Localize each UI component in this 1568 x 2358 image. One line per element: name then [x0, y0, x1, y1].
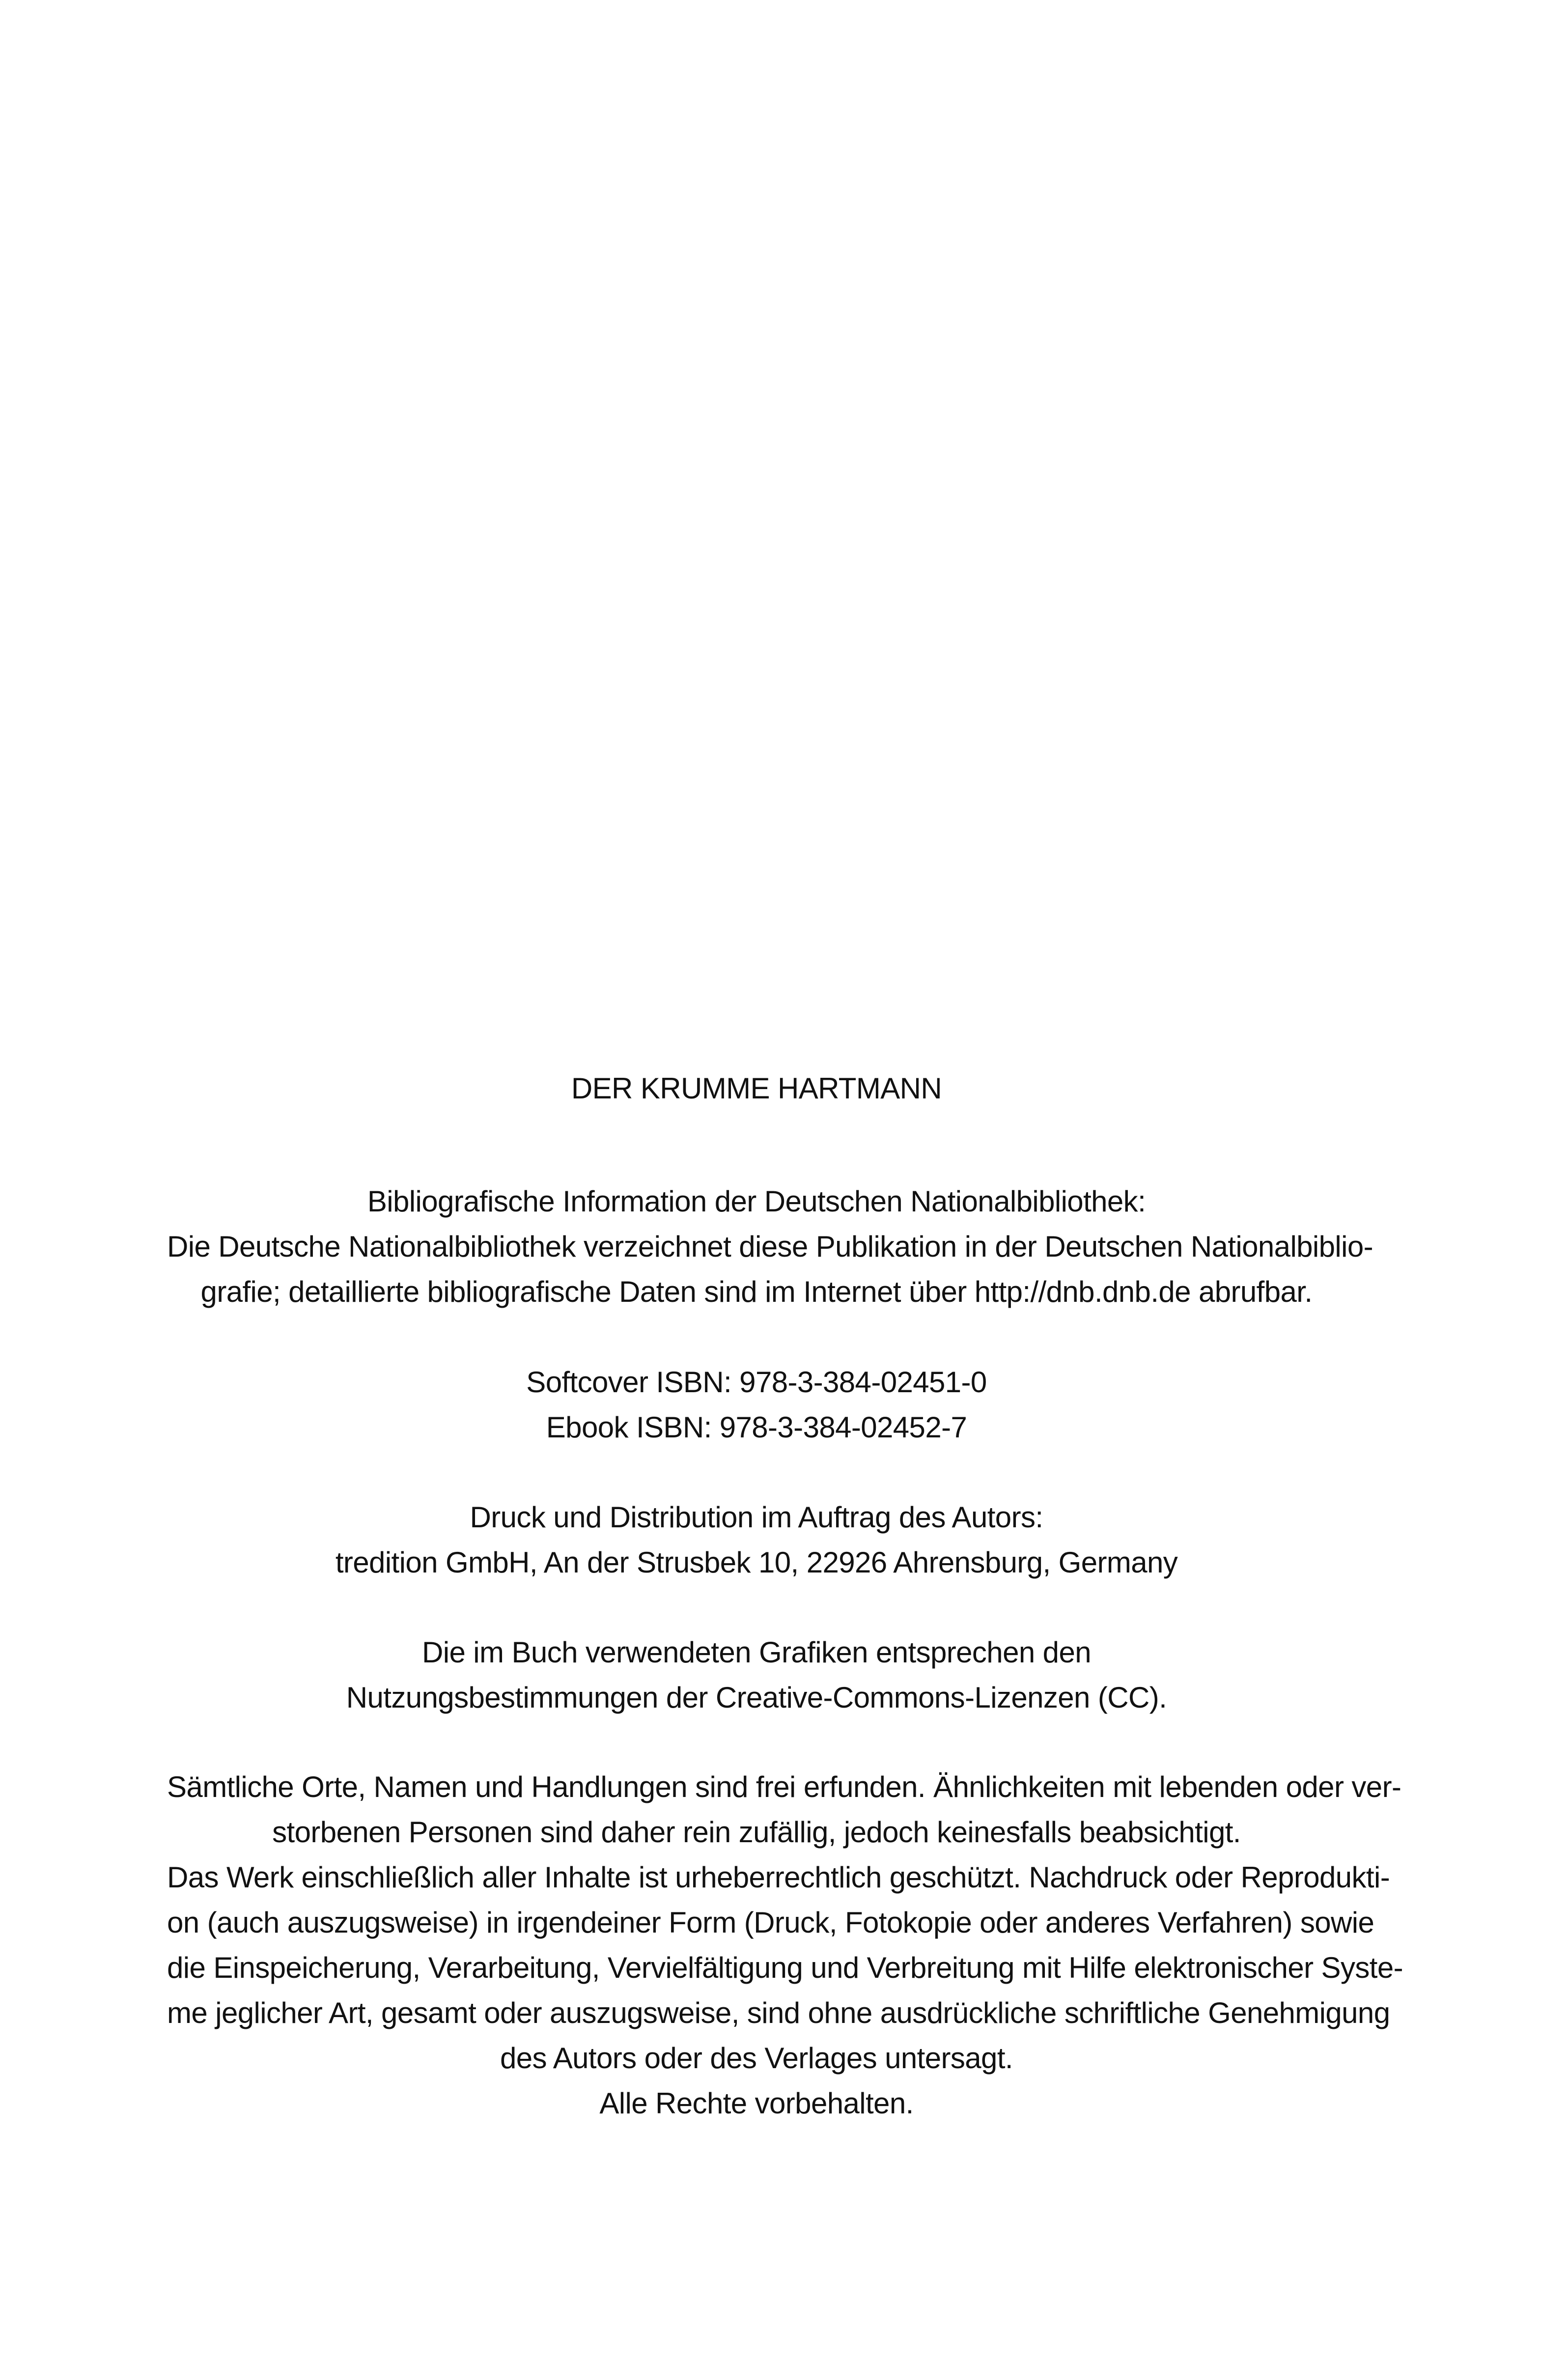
- book-title: DER KRUMME HARTMANN: [571, 1072, 942, 1105]
- legal-notice-line: on (auch auszugsweise) in irgendeiner Form (Druck, Fotokopie oder anderes Verfahren) sowie: [167, 1906, 1374, 1939]
- ebook-isbn: Ebook ISBN: 978-3-384-02452-7: [546, 1411, 967, 1444]
- print-distribution-heading: Druck und Distribution im Auftrag des Autors:: [470, 1501, 1043, 1534]
- graphics-license-line: Die im Buch verwendeten Grafiken entsprechen den: [422, 1636, 1091, 1669]
- book-title-block: [167, 1066, 1346, 1111]
- legal-notice-block: [167, 1765, 1403, 2126]
- graphics-license-block: [167, 1630, 1346, 1720]
- softcover-isbn: Softcover ISBN: 978-3-384-02451-0: [526, 1366, 987, 1399]
- legal-notice-line: Das Werk einschließlich aller Inhalte ist urheberrechtlich geschützt. Nachdruck oder Reprodukti-: [167, 1861, 1390, 1894]
- bibliographic-text-line: Die Deutsche Nationalbibliothek verzeichnet diese Publikation in der Deutschen Nationalbiblio-: [167, 1230, 1373, 1263]
- graphics-license-line: Nutzungsbestimmungen der Creative-Commons-Lizenzen (CC).: [346, 1681, 1167, 1714]
- bibliographic-info: [167, 1179, 1373, 1315]
- bibliographic-text-line: grafie; detaillierte bibliografische Daten sind im Internet über http://dnb.dnb.de abrufbar.: [200, 1275, 1313, 1308]
- print-distribution-block: [167, 1495, 1346, 1585]
- publisher-address: tredition GmbH, An der Strusbek 10, 22926 Ahrensburg, Germany: [335, 1546, 1178, 1579]
- legal-notice-line: die Einspeicherung, Verarbeitung, Vervielfältigung und Verbreitung mit Hilfe elektronischer Syste-: [167, 1951, 1403, 1984]
- legal-notice-line: des Autors oder des Verlages untersagt.: [500, 2042, 1013, 2075]
- legal-notice-line: storbenen Personen sind daher rein zufällig, jedoch keinesfalls beabsichtigt.: [272, 1816, 1241, 1849]
- legal-notice-line: Sämtliche Orte, Namen und Handlungen sind frei erfunden. Ähnlichkeiten mit lebenden oder ver-: [167, 1770, 1401, 1803]
- bibliographic-heading: Bibliografische Information der Deutschen Nationalbibliothek:: [367, 1185, 1146, 1218]
- rights-reserved: Alle Rechte vorbehalten.: [599, 2087, 914, 2120]
- isbn-block: [167, 1360, 1346, 1450]
- legal-notice-line: me jeglicher Art, gesamt oder auszugsweise, sind ohne ausdrückliche schriftliche Genehmigung: [167, 1996, 1390, 2029]
